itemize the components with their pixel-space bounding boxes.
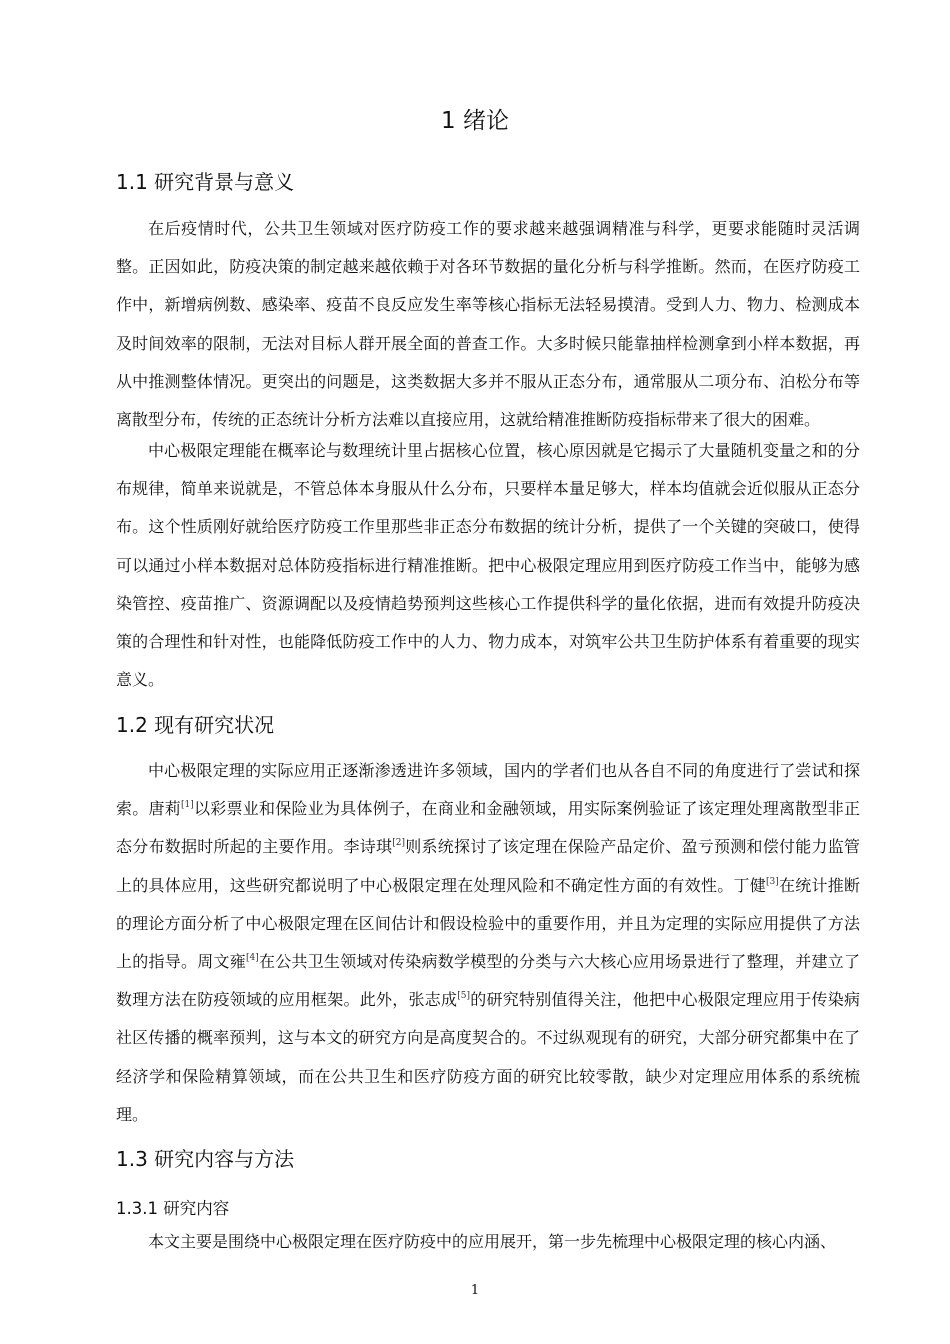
chapter-title: 1 绪论 [441,108,509,134]
body-text: 在公共卫生领域对传染病数学模型的分类与六大核心应用场景进行了整理，并建立了数理方法在防疫领域的应用框架。此外，张志成 [116,952,860,1010]
subsection-title-1-3-1: 1.3.1 研究内容 [116,1199,230,1218]
citation-ref: [4] [246,953,259,964]
citation-ref: [5] [457,991,470,1002]
body-text: 以彩票业和保险业为具体例子，在商业和金融领域，用实际案例验证了该定理处理离散型非正态分布数据时所起的主要作用。李诗琪 [116,799,860,857]
section-title-1-1: 1.1 研究背景与意义 [116,170,295,194]
page-number: 1 [470,1283,480,1298]
citation-ref: [1] [181,800,194,811]
section-1-1-paragraph-2: 中心极限定理能在概率论与数理统计里占据核心位置，核心原因就是它揭示了大量随机变量之和的分布规律，简单来说就是，不管总体本身服从什么分布，只要样本量足够大，样本均值就会近似服从正态分布。这个性质刚好就给医疗防疫工作里那些非正态分布数据的统计分析，提供了一个关键的突破口，使得可以通过小样本数据对总体防疫指标进行精准推断。把中心极限定理应用到医疗防疫工作当中，能够为感染管控、疫苗推广、资源调配以及疫情趋势预判这些核心工作提供科学的量化依据，进而有效提升防疫决策的合理性和针对性，也能降低防疫工作中的人力、物力成本，对筑牢公共卫生防护体系有着重要的现实意义。 [116,441,860,690]
body-text: 则系统探讨了该定理在保险产品定价、盈亏预测和偿付能力监管上的具体应用，这些研究都说明了中心极限定理在处理风险和不确定性方面的有效性。丁健 [116,837,860,895]
section-title-1-2: 1.2 现有研究状况 [116,713,275,737]
body-text: 在统计推断的理论方面分析了中心极限定理在区间估计和假设检验中的重要作用，并且为定理的实际应用提供了方法上的指导。周文雍 [116,875,860,972]
section-title-1-3: 1.3 研究内容与方法 [116,1147,295,1171]
citation-ref: [2] [392,838,405,849]
section-1-1-paragraph-1: 在后疫情时代，公共卫生领域对医疗防疫工作的要求越来越强调精准与科学，更要求能随时灵活调整。正因如此，防疫决策的制定越来越依赖于对各环节数据的量化分析与科学推断。然而，在医疗防疫工作中，新增病例数、感染率、疫苗不良反应发生率等核心指标无法轻易摸清。受到人力、物力、检测成本及时间效率的限制，无法对目标人群开展全面的普查工作。大多时候只能靠抽样检测拿到小样本数据，再从中推测整体情况。更突出的问题是，这类数据大多并不服从正态分布，通常服从二项分布、泊松分布等离散型分布，传统的正态统计分析方法难以直接应用，这就给精准推断防疫指标带来了很大的困难。 [116,219,860,430]
section-1-3-1-paragraph-1: 本文主要是围绕中心极限定理在医疗防疫中的应用展开，第一步先梳理中心极限定理的核心内涵、 [148,1232,837,1251]
body-text: 的研究特别值得关注，他把中心极限定理应用于传染病社区传播的概率预判，这与本文的研究方向是高度契合的。不过纵观现有的研究，大部分研究都集中在了经济学和保险精算领域，而在公共卫生和医疗防疫方面的研究比较零散，缺少对定理应用体系的系统梳理。 [116,990,860,1124]
body-text: 中心极限定理的实际应用正逐渐渗透进许多领域，国内的学者们也从各自不同的角度进行了尝试和探索。唐莉 [116,761,860,819]
section-1-2-paragraph-1 [116,752,860,1134]
citation-ref: [3] [765,876,779,887]
